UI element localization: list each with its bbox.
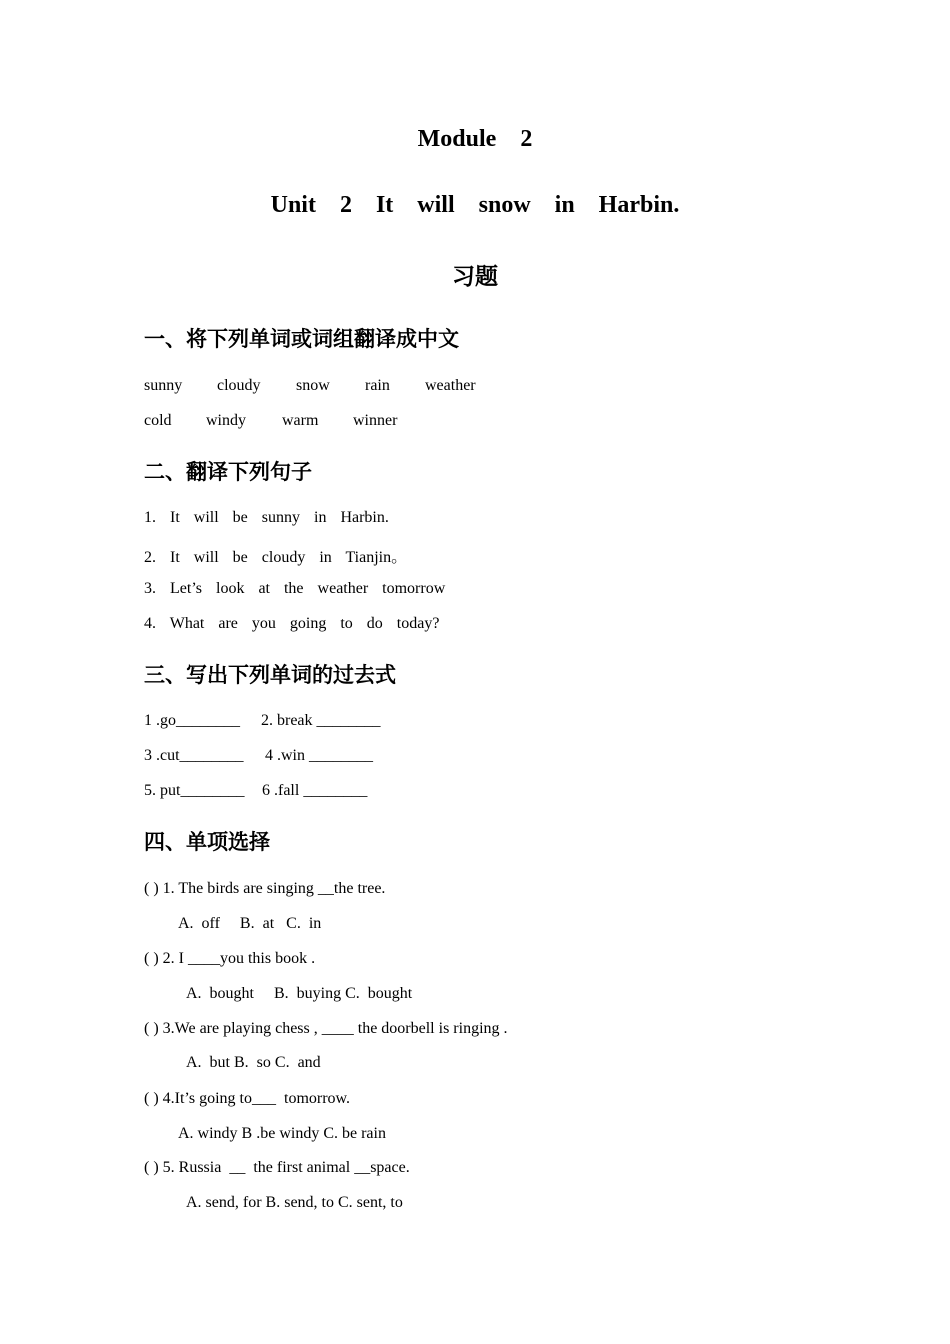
past-tense-item: 3 .cut________: [144, 747, 244, 764]
exercise-subtitle: 习题: [452, 264, 498, 290]
choice-question: ( ) 4.It’s going to___ tomorrow.: [144, 1090, 351, 1107]
vocab-word: snow: [296, 377, 330, 394]
vocab-word: warm: [282, 412, 319, 429]
section4-heading: 四、单项选择: [144, 830, 270, 854]
vocab-word: sunny: [144, 377, 183, 394]
module-title: Module 2: [417, 126, 533, 152]
vocab-word: windy: [206, 412, 246, 429]
choice-question: ( ) 1. The birds are singing __the tree.: [144, 880, 386, 897]
vocab-word: rain: [365, 377, 390, 394]
choice-question: ( ) 2. I ____you this book .: [144, 950, 316, 967]
vocab-word: cloudy: [217, 377, 261, 394]
vocab-word: cold: [144, 412, 172, 429]
section3-heading: 三、写出下列单词的过去式: [144, 663, 396, 687]
section1-heading: 一、将下列单词或词组翻译成中文: [144, 327, 459, 351]
past-tense-item: 5. put________: [144, 782, 245, 799]
translate-sentence: 4. What are you going to do today?: [144, 615, 440, 632]
vocab-word: winner: [353, 412, 398, 429]
vocab-word: weather: [425, 377, 476, 394]
translate-sentence: 3. Let’s look at the weather tomorrow: [144, 580, 446, 597]
translate-sentence: 2. It will be cloudy in Tianjin。: [144, 549, 408, 566]
past-tense-item: 4 .win ________: [265, 747, 373, 764]
section2-heading: 二、翻译下列句子: [144, 460, 312, 484]
past-tense-item: 6 .fall ________: [262, 782, 368, 799]
choice-options: A. off B. at C. in: [178, 915, 322, 932]
past-tense-item: 2. break ________: [261, 712, 381, 729]
choice-question: ( ) 3.We are playing chess , ____ the doorbell is ringing .: [144, 1020, 508, 1037]
choice-options: A. send, for B. send, to C. sent, to: [186, 1194, 403, 1211]
unit-title: Unit 2 It will snow in Harbin.: [270, 192, 680, 218]
choice-question: ( ) 5. Russia __ the first animal __space.: [144, 1159, 410, 1176]
past-tense-item: 1 .go________: [144, 712, 240, 729]
choice-options: A. but B. so C. and: [186, 1054, 321, 1071]
choice-options: A. windy B .be windy C. be rain: [178, 1125, 386, 1142]
choice-options: A. bought B. buying C. bought: [186, 985, 413, 1002]
translate-sentence: 1. It will be sunny in Harbin.: [144, 509, 389, 526]
